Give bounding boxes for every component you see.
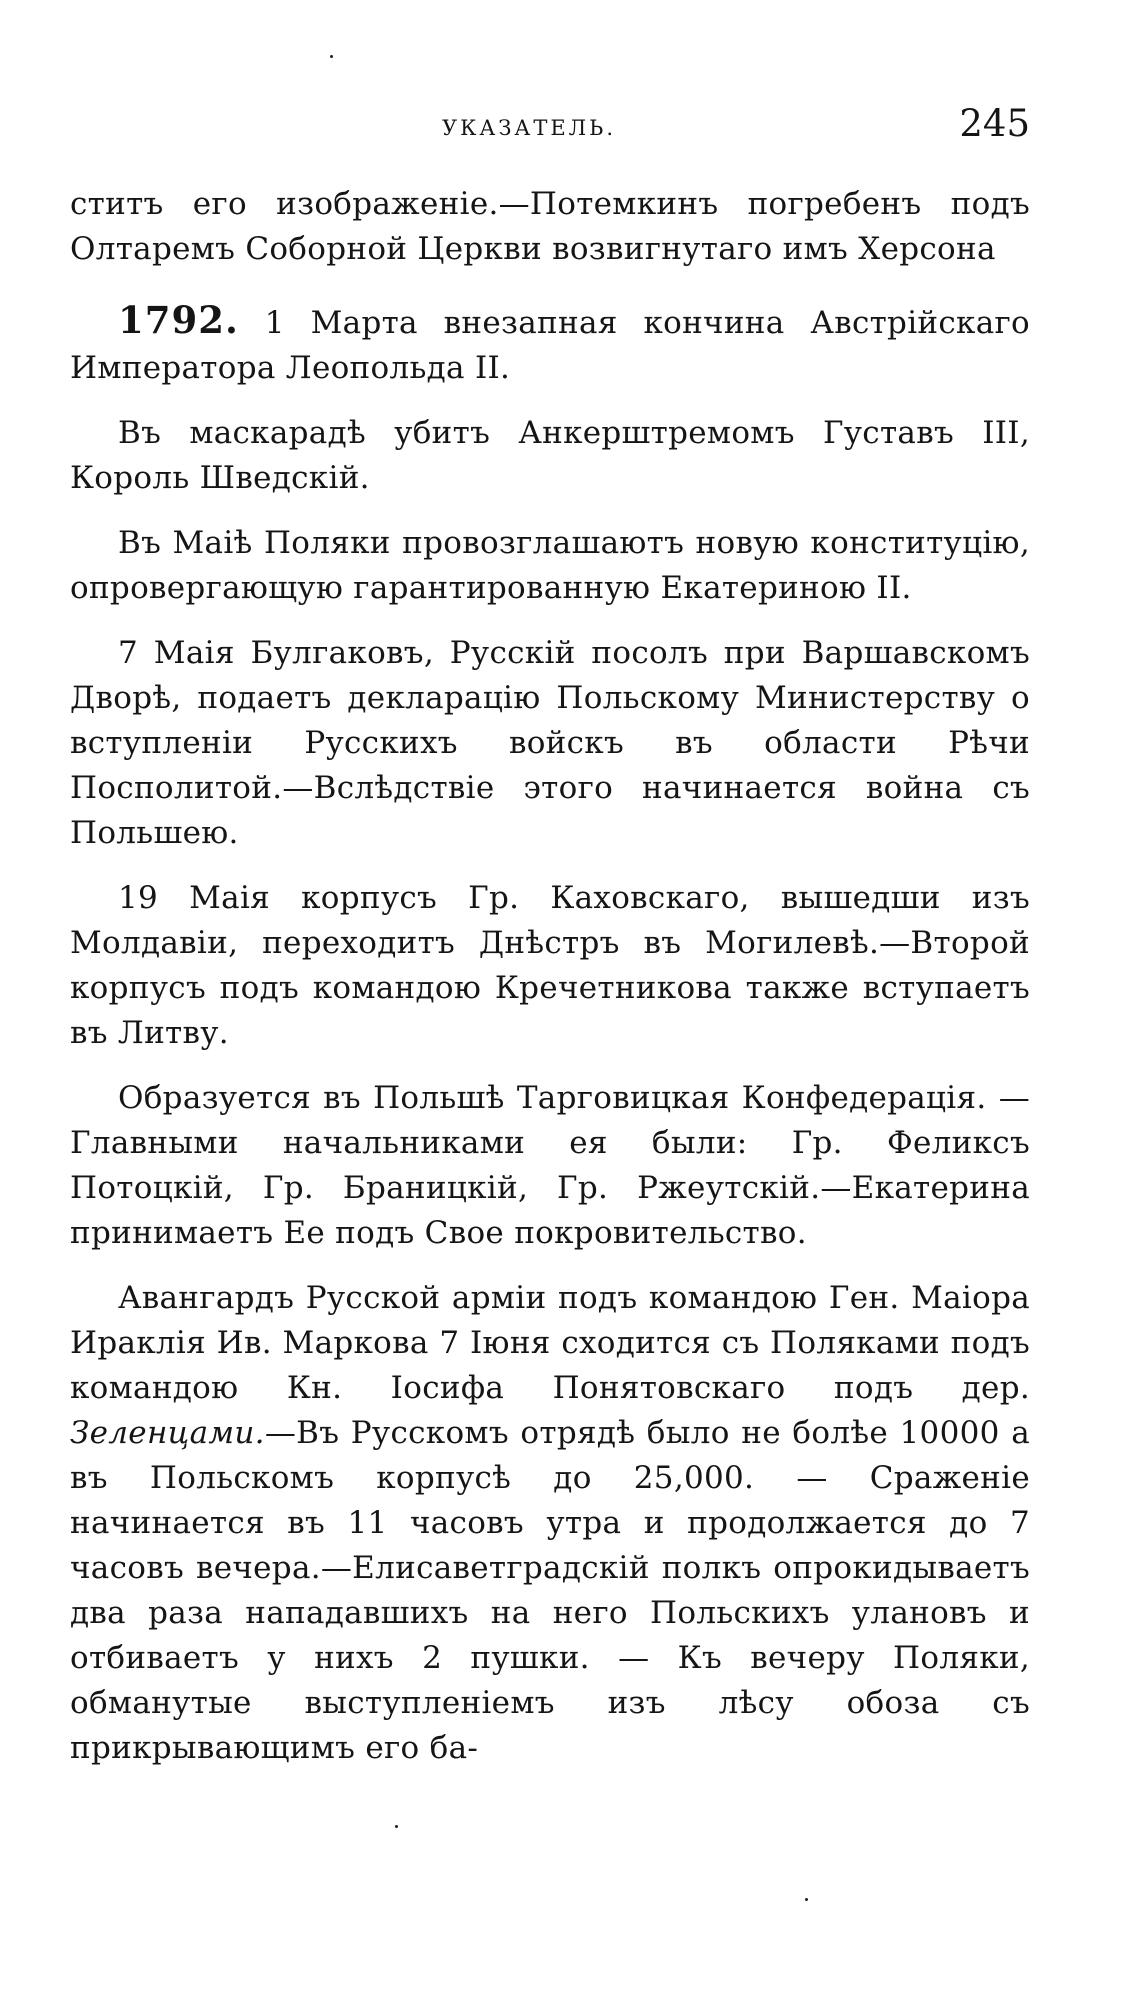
- paragraph-avangard-part1: Авангардъ Русской армiи подъ командою Ген. Маiора Ираклiя Ив. Маркова 7 Iюня сходится съ Поляками подъ командою Кн. Iосифа Понятовскаго подъ дер.: [70, 1280, 1030, 1406]
- paragraph-continuation: ститъ его изображенiе.—Потемкинъ погребенъ подъ Олтаремъ Соборной Церкви возвигнутаго имъ Херсона: [70, 186, 1030, 267]
- paragraph-avangard: [70, 1276, 1030, 1771]
- place-name-italic: Зеленцами.: [70, 1415, 265, 1451]
- page-number: 245: [959, 102, 1030, 145]
- print-speck: [330, 55, 333, 58]
- paragraph-gustav: Въ маскарадѣ убитъ Анкерштремомъ Густавъ III, Король Шведскiй.: [70, 415, 1030, 496]
- print-speck: [395, 1825, 398, 1828]
- paragraph-avangard-part2: —Въ Русскомъ отрядѣ было не болѣе 10000 а въ Польскомъ корпусѣ до 25,000. — Сраженiе начинается въ 11 часовъ утра и продолжается до 7 часовъ вечера.—Елисаветградскiй полкъ опрокидываетъ два раза нападавшихъ на него Польскихъ улановъ и отбиваетъ у нихъ 2 пушки. — Къ вечеру Поляки, обманутые выступленiемъ изъ лѣсу обоза съ прикрывающимъ его ба-: [70, 1415, 1030, 1766]
- page-header: [70, 102, 1030, 152]
- paragraph-bulgakov: 7 Маiя Булгаковъ, Русскiй посолъ при Варшавскомъ Дворѣ, подаетъ декларацiю Польскому Министерству о вступленiи Русскихъ войскъ въ области Рѣчи Посполитой.—Вслѣдствiе этого начинается война съ Польшею.: [70, 635, 1030, 851]
- print-speck: [805, 1898, 808, 1901]
- running-title: УКАЗАТЕЛЬ.: [442, 116, 617, 140]
- paragraph-kakhovsky: 19 Маiя корпусъ Гр. Каховскаго, вышедши изъ Молдавiи, переходитъ Днѣстръ въ Могилевѣ.—Второй корпусъ подъ командою Кречетникова также вступаетъ въ Литву.: [70, 880, 1030, 1051]
- page-body: [70, 182, 1030, 1791]
- paragraph-constitution: Въ Маiѣ Поляки провозглашаютъ новую конституцiю, опровергающую гарантированную Екатериною II.: [70, 525, 1030, 606]
- year-heading: 1792.: [118, 298, 239, 342]
- paragraph-targowica: Образуется въ Польшѣ Тарговицкая Конфедерацiя. — Главными начальниками ея были: Гр. Феликсъ Потоцкiй, Гр. Браницкiй, Гр. Ржеутскiй.—Екатерина принимаетъ Ее подъ Свое покровительство.: [70, 1080, 1030, 1251]
- paragraph-1792: [70, 298, 1030, 391]
- paragraph-1792-text: 1 Марта внезапная кончина Австрiйскаго Императора Леопольда II.: [70, 305, 1030, 386]
